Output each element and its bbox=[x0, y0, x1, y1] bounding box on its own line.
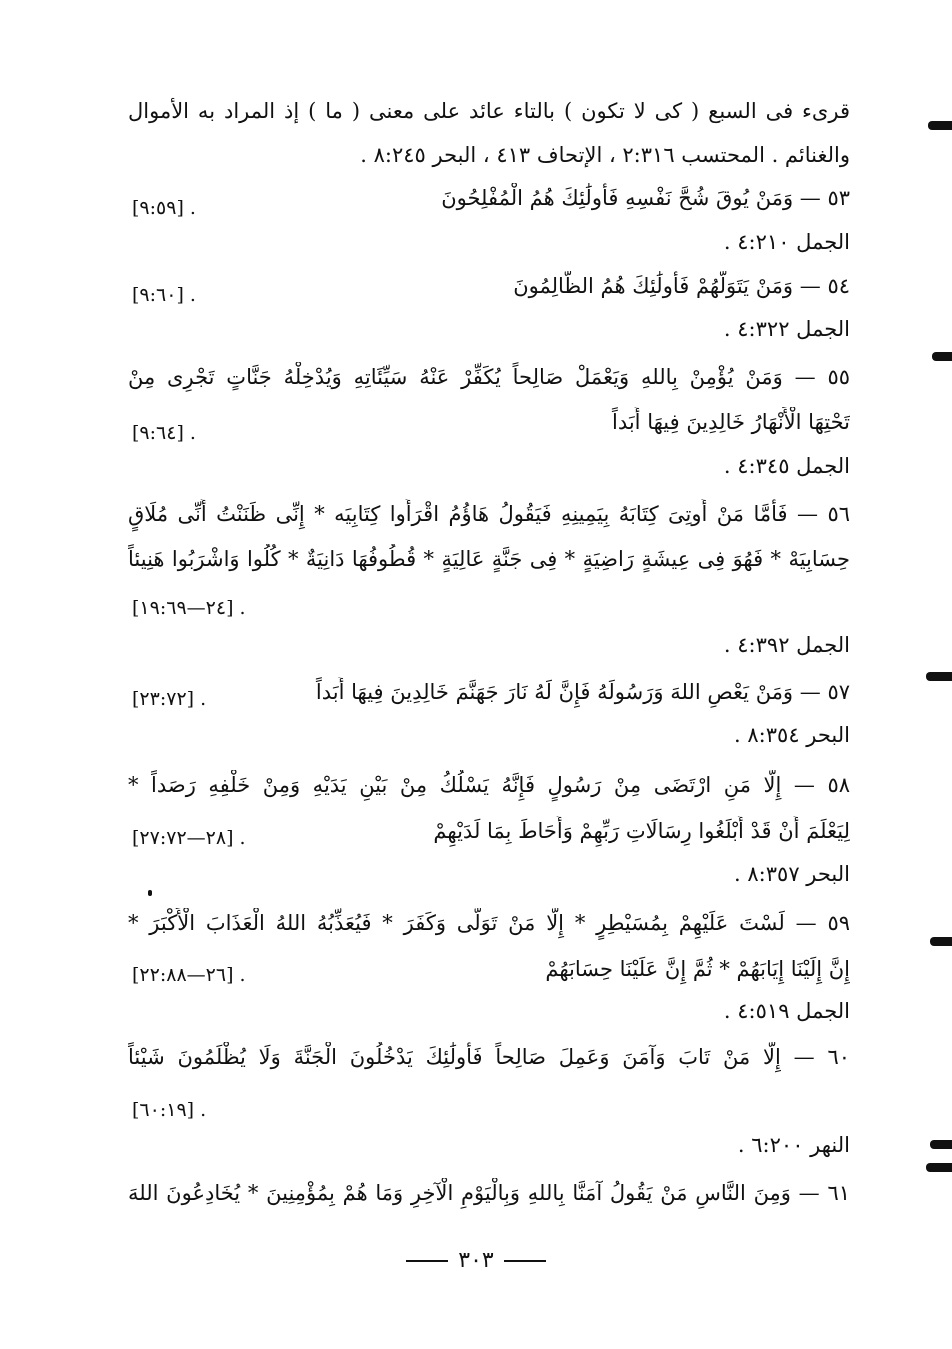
text-line: قرىء فى السبع ( كى لا تكون ) بالتاء عائد على معنى ( ما ) إذ المراد به الأموال bbox=[128, 99, 850, 123]
verse-reference: [٩:٦٤] . bbox=[132, 422, 196, 444]
verse-reference: [٢٣:٧٢] . bbox=[132, 688, 207, 710]
source-citation: الجمل ٤:٣٢٢ . bbox=[723, 317, 850, 341]
verse-line: لِيَعْلَمَ أَنْ قَدْ أَبْلَغُوا رِسَالَاتِ رَبِّهِمْ وَأَحَاطَ بِمَا لَدَيْهِمْ bbox=[433, 819, 850, 843]
verse-reference: [٢٨—٢٧:٧٢] . bbox=[132, 827, 246, 849]
verse-line: ٥٧ — وَمَنْ يَعْصِ اللهَ وَرَسُولَهُ فَإِنَّ لَهُ نَارَ جَهَنَّمَ خَالِدِينَ فِيهَا أَبَداً bbox=[315, 680, 850, 704]
source-citation: الجمل ٤:٣٩٢ . bbox=[723, 633, 850, 657]
scan-mark bbox=[932, 352, 952, 361]
verse-line: ٥٤ — وَمَنْ يَتَوَلَّهُمْ فَأُولَٰئِكَ هُمُ الظَّالِمُونَ bbox=[513, 274, 850, 298]
source-citation: الجمل ٤:٣٤٥ . bbox=[723, 454, 850, 478]
verse-reference: [٦٠:١٩] . bbox=[132, 1099, 207, 1121]
verse-reference: [٩:٦٠] . bbox=[132, 284, 196, 306]
verse-reference: [٩:٥٩] . bbox=[132, 197, 196, 219]
source-citation: النهر ٦:٢٠٠ . bbox=[737, 1133, 850, 1157]
page-number-text: ٣٠٣ bbox=[458, 1248, 494, 1273]
scan-mark bbox=[930, 937, 952, 946]
verse-line: ٥٣ — وَمَنْ يُوقَ شُحَّ نَفْسِهِ فَأُولَٰئِكَ هُمُ الْمُفْلِحُونَ bbox=[441, 186, 850, 210]
page-number bbox=[0, 1246, 952, 1276]
source-citation: الجمل ٤:٢١٠ . bbox=[723, 230, 850, 254]
scan-mark bbox=[930, 1140, 952, 1149]
verse-line: ٦٠ — إِلَّا مَنْ تَابَ وَآمَنَ وَعَمِلَ صَالِحاً فَأُولَٰئِكَ يَدْخُلُونَ الْجَنَّةَ وَلَا يُظْلَمُونَ شَيْئاً bbox=[128, 1045, 850, 1069]
source-citation: الجمل ٤:٥١٩ . bbox=[723, 999, 850, 1023]
scan-mark bbox=[928, 121, 952, 130]
dash-right bbox=[504, 1260, 546, 1262]
verse-line: إِنَّ إِلَيْنَا إِيَابَهُمْ * ثُمَّ إِنَّ عَلَيْنَا حِسَابَهُمْ bbox=[545, 957, 850, 981]
verse-line: ٥٨ — إِلَّا مَنِ ارْتَضَى مِنْ رَسُولٍ فَإِنَّهُ يَسْلُكُ مِنْ بَيْنِ يَدَيْهِ وَمِنْ خَلْفِهِ رَصَداً * bbox=[128, 773, 850, 797]
verse-line: تَحْتِهَا الْأَنْهَارُ خَالِدِينَ فِيهَا أَبَداً bbox=[611, 410, 850, 434]
verse-reference: [٢٦—٢٢:٨٨] . bbox=[132, 964, 246, 986]
verse-line: حِسَابِيَهْ * فَهُوَ فِى عِيشَةٍ رَاضِيَةٍ * فِى جَنَّةٍ عَالِيَةٍ * قُطُوفُهَا دَانِيَةٌ * كُلُوا وَاشْرَبُوا هَنِيئاً bbox=[128, 547, 850, 571]
verse-line: ٦١ — وَمِنَ النَّاسِ مَنْ يَقُولُ آمَنَّا بِاللهِ وَبِالْيَوْمِ الْآخِرِ وَمَا هُمْ بِمُؤْمِنِينَ * يُخَادِعُونَ اللهَ bbox=[128, 1181, 850, 1205]
source-citation: البحر ٨:٣٥٤ . bbox=[734, 723, 850, 747]
text-line: والغنائم . المحتسب ٢:٣١٦ ، الإتحاف ٤١٣ ، البحر ٨:٢٤٥ . bbox=[360, 143, 850, 167]
scan-mark bbox=[926, 672, 952, 681]
scan-speck bbox=[148, 890, 152, 896]
verse-reference: [٢٤—١٩:٦٩] . bbox=[132, 597, 246, 619]
verse-line: ٥٦ — فَأَمَّا مَنْ أُوتِىَ كِتَابَهُ بِيَمِينِهِ فَيَقُولُ هَاؤُمُ اقْرَأُوا كِتَابِيَه * إِنِّى ظَنَنْتُ أَنِّى مُلَاقٍ bbox=[128, 502, 850, 526]
source-citation: البحر ٨:٣٥٧ . bbox=[734, 862, 850, 886]
dash-left bbox=[406, 1260, 448, 1262]
scan-mark bbox=[926, 1163, 952, 1172]
verse-line: ٥٥ — وَمَنْ يُؤْمِنْ بِاللهِ وَيَعْمَلْ صَالِحاً يُكَفِّرْ عَنْهُ سَيِّئَاتِهِ وَيُدْخِلْهُ جَنَّاتٍ تَجْرِى مِنْ bbox=[128, 365, 850, 389]
verse-line: ٥٩ — لَسْتَ عَلَيْهِمْ بِمُسَيْطِرٍ * إِلَّا مَنْ تَوَلَّى وَكَفَرَ * فَيُعَذِّبُهُ اللهُ الْعَذَابَ الْأَكْبَرَ * bbox=[128, 911, 850, 935]
